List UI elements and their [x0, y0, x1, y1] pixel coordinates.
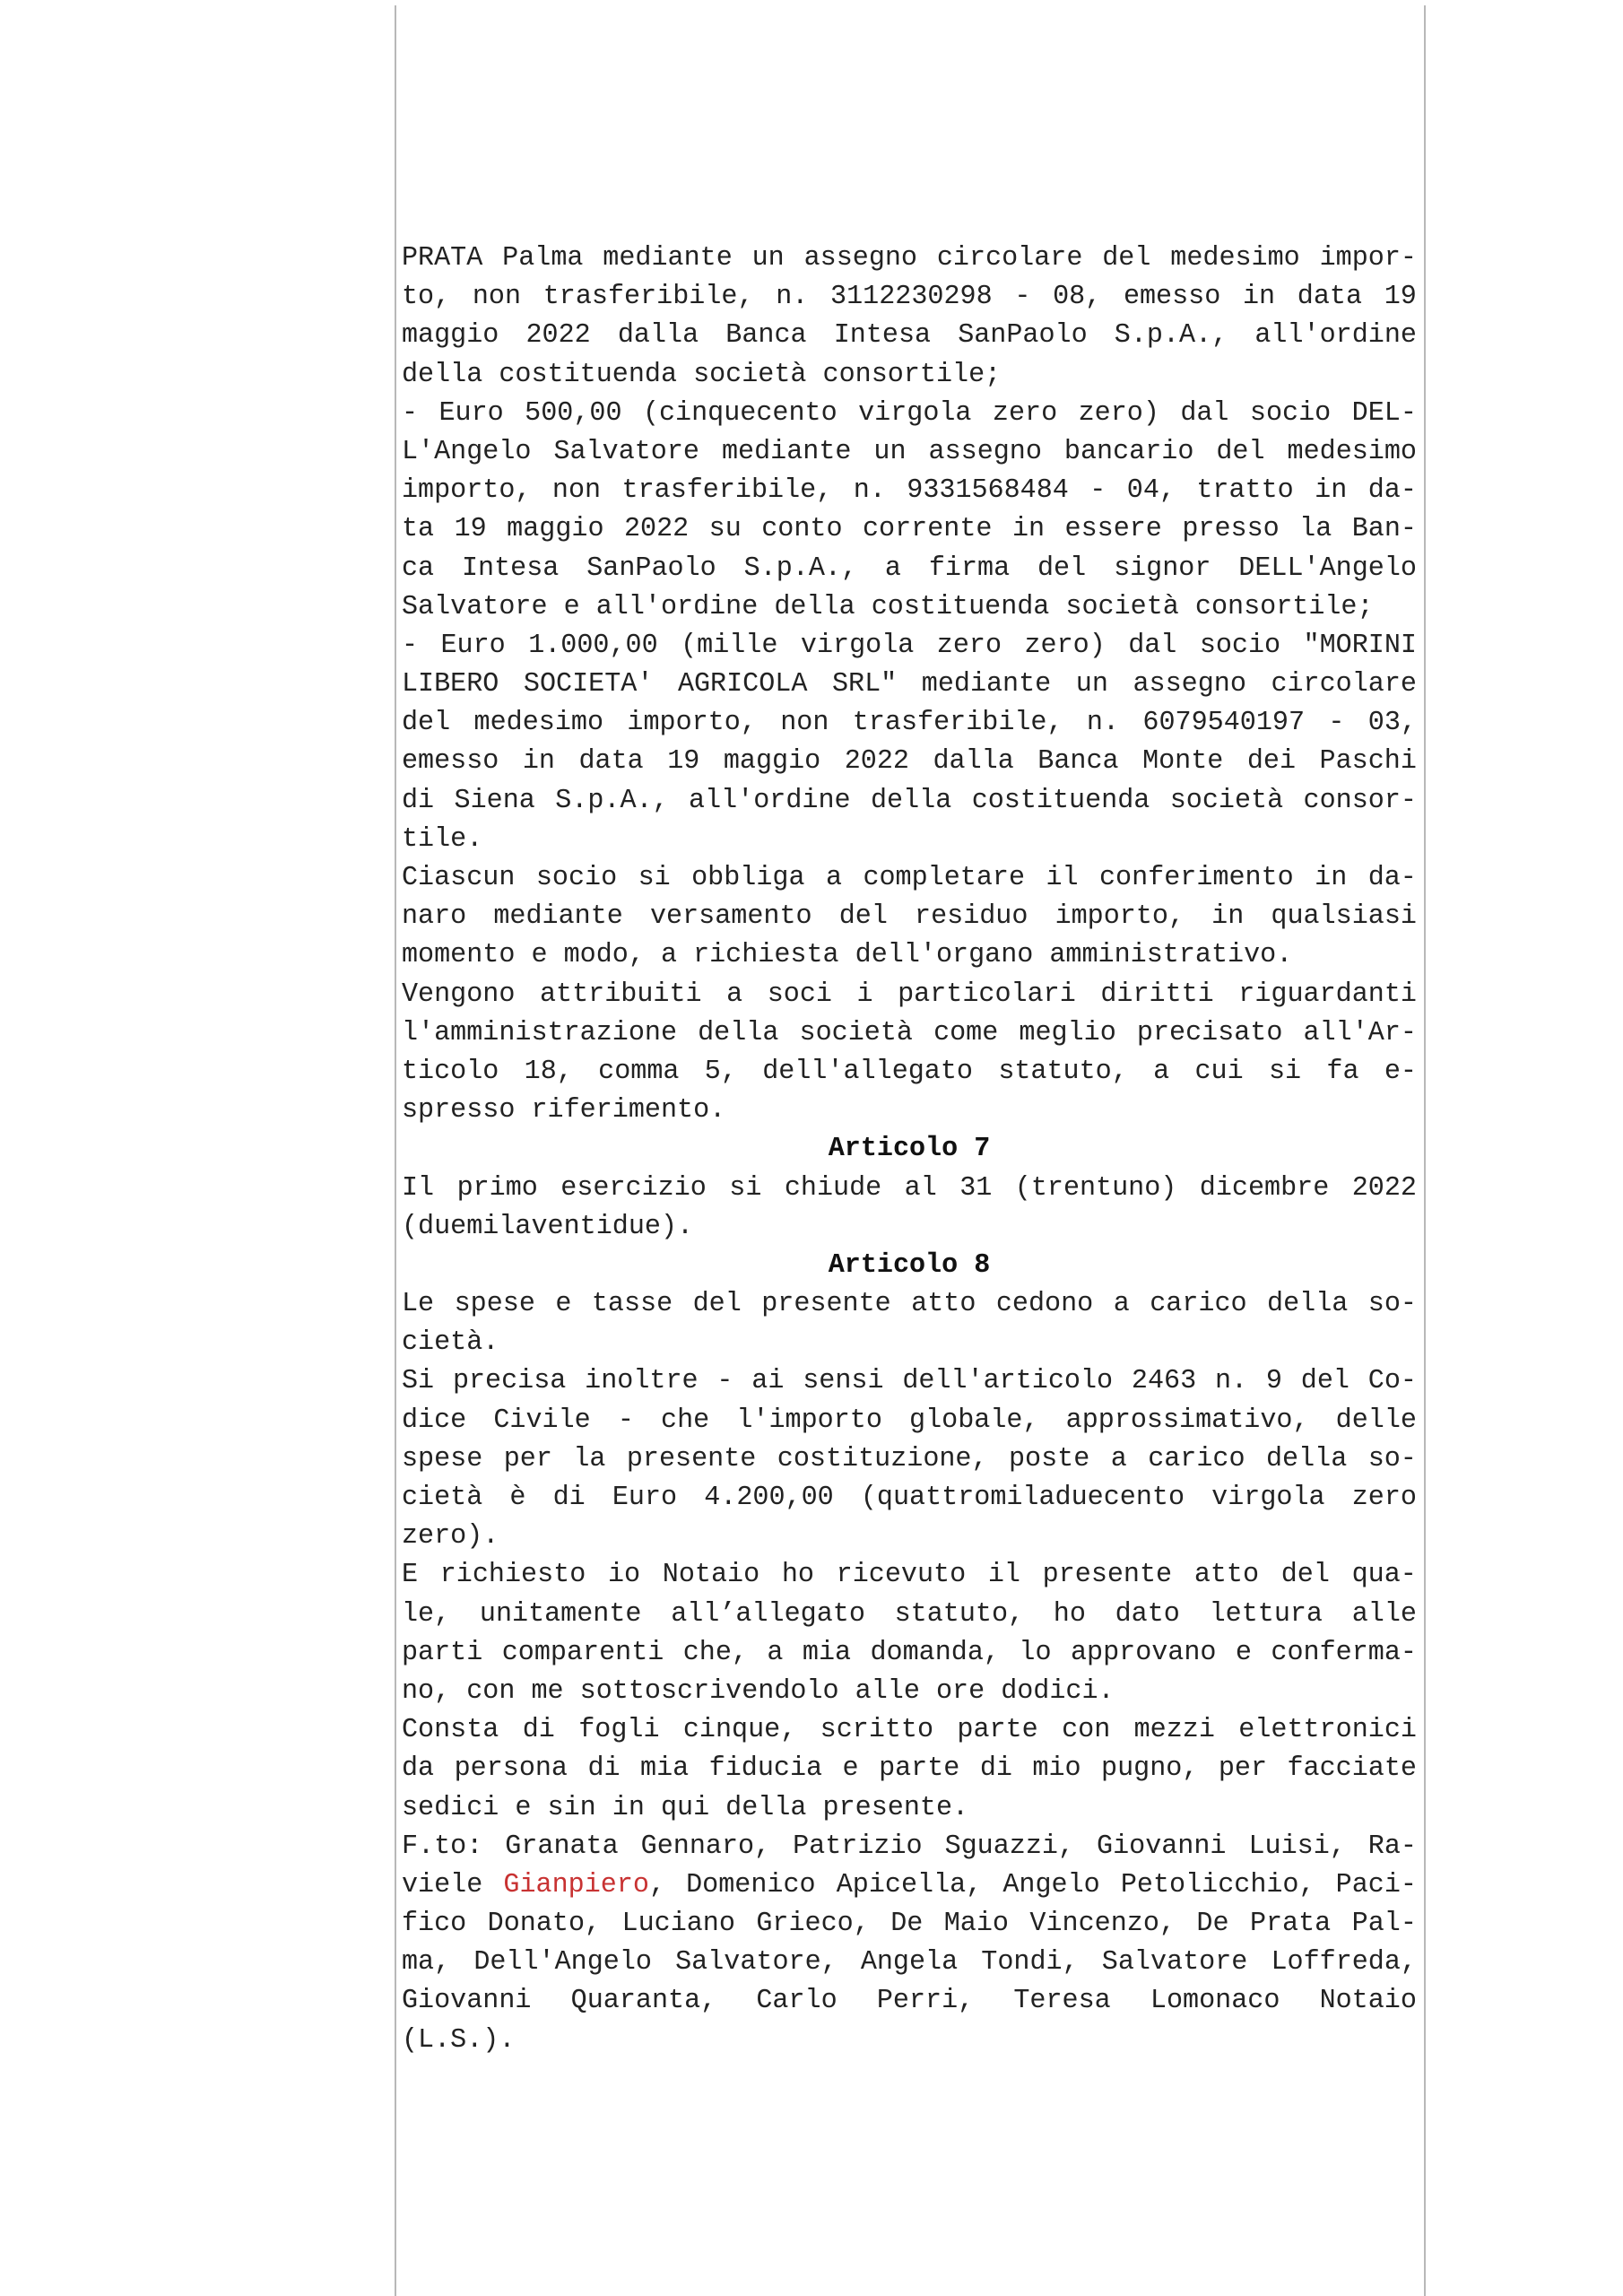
- text-line: Il primo esercizio si chiude al 31 (trentuno) dicembre 2022: [402, 1172, 1417, 1204]
- text-line: ta 19 maggio 2022 su conto corrente in essere presso la Ban-: [402, 514, 1417, 545]
- text-line: PRATA Palma mediante un assegno circolare del medesimo impor-: [402, 243, 1417, 274]
- text-line: cietà è di Euro 4.200,00 (quattromiladuecento virgola zero: [402, 1483, 1417, 1513]
- text-line: Giovanni Quaranta, Carlo Perri, Teresa Lomonaco Notaio: [402, 1986, 1417, 2017]
- text-line: fico Donato, Luciano Grieco, De Maio Vincenzo, De Prata Pal-: [402, 1909, 1417, 1940]
- text-line: ma, Dell'Angelo Salvatore, Angela Tondi, Salvatore Loffreda,: [402, 1947, 1417, 1979]
- text-line: viele Gianpiero, Domenico Apicella, Angelo Petolicchio, Paci-: [402, 1869, 1417, 1900]
- text-line: sedici e sin in qui della presente.: [402, 1792, 969, 1823]
- text-line: del medesimo importo, non trasferibile, n. 6079540197 - 03,: [402, 708, 1417, 739]
- text-line: LIBERO SOCIETA' AGRICOLA SRL" mediante un assegno circolare: [402, 669, 1417, 700]
- document-body: [402, 239, 1417, 2060]
- text-line: le, unitamente all’allegato statuto, ho dato lettura alle: [402, 1598, 1417, 1630]
- text-line: Le spese e tasse del presente atto cedono a carico della so-: [402, 1289, 1417, 1320]
- highlighted-name: Gianpiero: [503, 1869, 649, 1900]
- text-line: maggio 2022 dalla Banca Intesa SanPaolo S.p.A., all'ordine: [402, 320, 1417, 352]
- text-line: Ciascun socio si obbliga a completare il conferimento in da-: [402, 863, 1417, 893]
- text-line: l'amministrazione della società come meglio precisato all'Ar-: [402, 1017, 1417, 1048]
- text-line: tile.: [402, 823, 483, 855]
- text-line: cietà.: [402, 1327, 499, 1359]
- text-line: to, non trasferibile, n. 3112230298 - 08, emesso in data 19: [402, 282, 1417, 313]
- text-line: emesso in data 19 maggio 2022 dalla Banca Monte dei Paschi: [402, 746, 1417, 778]
- text-line: spresso riferimento.: [402, 1095, 726, 1126]
- text-line: parti comparenti che, a mia domanda, lo approvano e conferma-: [402, 1637, 1417, 1668]
- text-line: della costituenda società consortile;: [402, 359, 1002, 390]
- right-margin-rule: [1424, 5, 1426, 2296]
- text-line: Consta di fogli cinque, scritto parte con mezzi elettronici: [402, 1715, 1417, 1746]
- text-line: spese per la presente costituzione, poste a carico della so-: [402, 1443, 1417, 1474]
- text-line: zero).: [402, 1521, 499, 1552]
- text-line: - Euro 1.000,00 (mille virgola zero zero) dal socio "MORINI: [402, 630, 1417, 661]
- article-heading: Articolo 8: [828, 1249, 991, 1281]
- text-line: momento e modo, a richiesta dell'organo amministrativo.: [402, 940, 1293, 971]
- text-line: Si precisa inoltre - ai sensi dell'articolo 2463 n. 9 del Co-: [402, 1366, 1417, 1397]
- text-line: L'Angelo Salvatore mediante un assegno bancario del medesimo: [402, 436, 1417, 467]
- text-line: ca Intesa SanPaolo S.p.A., a firma del signor DELL'Angelo: [402, 552, 1417, 584]
- text-line: Salvatore e all'ordine della costituenda società consortile;: [402, 591, 1374, 622]
- article-heading: Articolo 7: [828, 1134, 991, 1165]
- left-margin-rule: [395, 5, 396, 2296]
- text-line: E richiesto io Notaio ho ricevuto il presente atto del qua-: [402, 1560, 1417, 1591]
- text-line: dice Civile - che l'importo globale, approssimativo, delle: [402, 1405, 1417, 1436]
- text-line: - Euro 500,00 (cinquecento virgola zero zero) dal socio DEL-: [402, 397, 1417, 429]
- text-line: Vengono attribuiti a soci i particolari diritti riguardanti: [402, 978, 1417, 1010]
- text-line: (duemilaventidue).: [402, 1211, 694, 1242]
- text-line: (L.S.).: [402, 2024, 516, 2056]
- text-line: importo, non trasferibile, n. 9331568484 - 04, tratto in da-: [402, 475, 1417, 507]
- text-line: da persona di mia fiducia e parte di mio pugno, per facciate: [402, 1753, 1417, 1785]
- text-line: no, con me sottoscrivendolo alle ore dodici.: [402, 1675, 1115, 1707]
- text-line: ticolo 18, comma 5, dell'allegato statuto, a cui si fa e-: [402, 1056, 1417, 1087]
- text-line: F.to: Granata Gennaro, Patrizio Sguazzi, Giovanni Luisi, Ra-: [402, 1831, 1417, 1862]
- text-line: di Siena S.p.A., all'ordine della costituenda società consor-: [402, 785, 1417, 816]
- text-line: naro mediante versamento del residuo importo, in qualsiasi: [402, 901, 1417, 933]
